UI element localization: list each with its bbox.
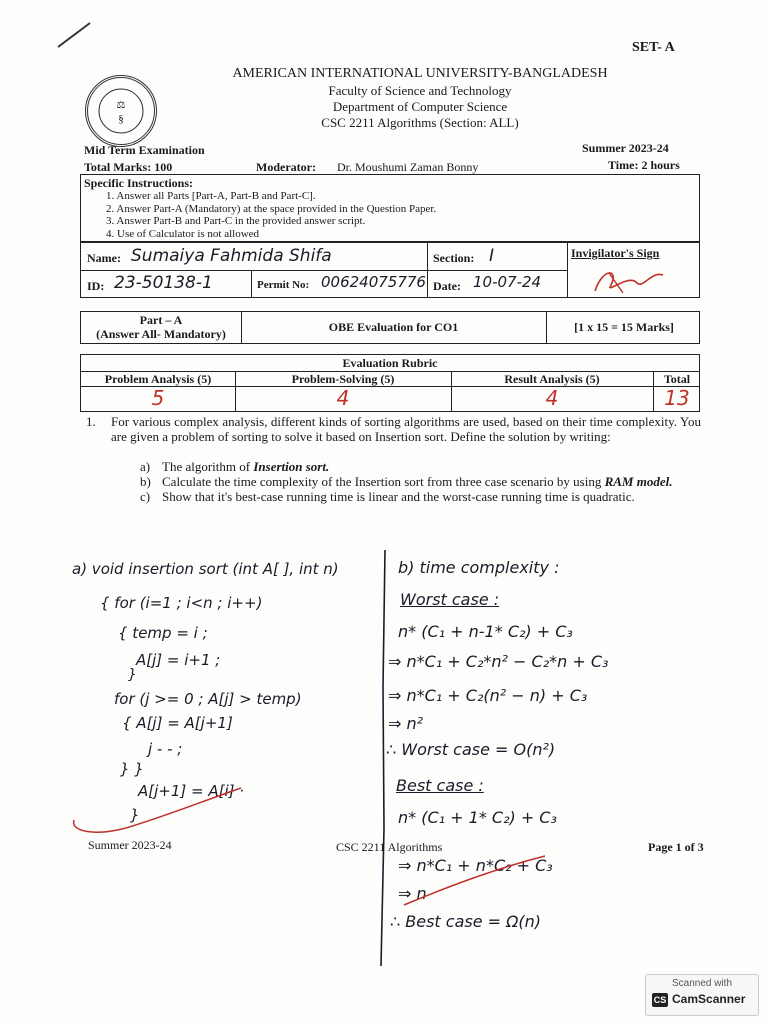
- answer-a-line: }: [130, 806, 140, 824]
- question-text: For various complex analysis, different kinds of sorting algorithms are used, based on their time complexity. You are given a problem of sorting to solve it based on Insertion sort. Define the solution by writing:: [111, 414, 701, 444]
- student-id: 23-50138-1: [114, 273, 213, 293]
- answer-b-line: ⇒ n*C₁ + n*C₂ + C₃: [398, 856, 553, 875]
- evaluation-rubric-table: [80, 354, 700, 412]
- answer-b-line: ⇒ n*C₁ + C₂*n² − C₂*n + C₃: [388, 652, 609, 671]
- answer-a-line: { for (i=1 ; i<n ; i++): [100, 594, 263, 612]
- moderator-name: Dr. Moushumi Zaman Bonny: [337, 160, 479, 174]
- answer-b-line: ∴ Best case = Ω(n): [390, 912, 541, 931]
- svg-text:⚖: ⚖: [116, 100, 126, 111]
- rubric-score: 13: [664, 386, 690, 410]
- student-section: I: [489, 246, 495, 266]
- rubric-score: 5: [151, 386, 165, 410]
- student-name: Sumaiya Fahmida Shifa: [131, 246, 332, 266]
- answer-a-line: }: [128, 667, 137, 683]
- camscanner-logo-icon: CS: [653, 995, 667, 1005]
- answer-b-line: ∴ Worst case = O(n²): [386, 740, 556, 759]
- answer-b-line: n* (C₁ + n-1* C₂) + C₃: [398, 622, 573, 641]
- rubric-header: Total: [663, 372, 691, 386]
- watermark-brand: CamScanner: [672, 992, 746, 1006]
- rubric-header: Problem Analysis (5): [104, 372, 212, 386]
- question-part: c) Show that it's best-case running time is linear and the worst-case running time is quadratic.: [140, 489, 635, 504]
- answer-b-line: Best case :: [396, 776, 484, 795]
- part-a-subtitle: (Answer All- Mandatory): [96, 327, 226, 341]
- university-name: AMERICAN INTERNATIONAL UNIVERSITY-BANGLADESH: [232, 66, 608, 81]
- obe-label: OBE Evaluation for CO1: [328, 320, 459, 334]
- answer-a-line: A[j] = i+1 ;: [136, 651, 221, 669]
- rubric-score: 4: [545, 386, 559, 410]
- exam-time: Time: 2 hours: [608, 158, 680, 172]
- part-a-marks: [1 x 15 = 15 Marks]: [574, 320, 674, 334]
- exam-title: Mid Term Examination: [84, 143, 205, 157]
- name-label: Name:: [87, 251, 121, 265]
- answer-a-line: { A[j] = A[j+1]: [122, 714, 233, 732]
- pen-stroke-mark: [55, 20, 95, 50]
- camscanner-watermark: [645, 974, 759, 1016]
- id-label: ID:: [87, 279, 105, 293]
- answer-b-line: n* (C₁ + 1* C₂) + C₃: [398, 808, 557, 827]
- part-a-box: [80, 311, 700, 344]
- answer-b-line: b) time complexity :: [398, 558, 560, 577]
- rubric-header: Problem-Solving (5): [291, 372, 395, 386]
- moderator-label: Moderator:: [256, 160, 316, 174]
- part-a-title: Part – A: [139, 313, 183, 327]
- rubric-score: 4: [336, 386, 350, 410]
- total-marks: Total Marks: 100: [84, 160, 173, 174]
- permit-number: 00624075776: [321, 273, 426, 291]
- exam-term: Summer 2023-24: [582, 141, 669, 155]
- footer-course: CSC 2211 Algorithms: [336, 840, 443, 854]
- grader-red-mark: [66, 770, 246, 840]
- svg-text:§: §: [118, 113, 124, 125]
- answer-a-line: j - - ;: [148, 740, 183, 758]
- exam-date: 10-07-24: [473, 273, 542, 291]
- answer-b-line: Worst case :: [400, 590, 500, 609]
- university-logo: [85, 75, 157, 147]
- answer-b-line: ⇒ n: [398, 884, 427, 903]
- course-title: CSC 2211 Algorithms (Section: ALL): [321, 115, 519, 130]
- permit-label: Permit No:: [257, 279, 310, 291]
- question-part: b) Calculate the time complexity of the Insertion sort from three case scenario by using RAM model.: [140, 474, 673, 489]
- answer-a-line: } }: [120, 760, 144, 778]
- rubric-title: Evaluation Rubric: [342, 356, 438, 370]
- question-parts: [140, 459, 700, 504]
- question-part: a) The algorithm of Insertion sort.: [140, 459, 330, 474]
- answer-b-line: ⇒ n*C₁ + C₂(n² − n) + C₃: [388, 686, 588, 705]
- faculty-name: Faculty of Science and Technology: [328, 83, 512, 98]
- instruction-item: 1. Answer all Parts [Part-A, Part-B and Part-C].: [106, 190, 316, 202]
- answer-a-line: A[j+1] = A[i] ·: [138, 782, 245, 800]
- answer-a-line: for (j >= 0 ; A[j] > temp): [114, 690, 302, 708]
- section-label: Section:: [433, 251, 475, 265]
- instructions-box: [80, 174, 700, 242]
- date-label: Date:: [433, 279, 461, 293]
- answer-a-line: a) void insertion sort (int A[ ], int n): [72, 560, 339, 578]
- question-number: 1.: [86, 414, 96, 429]
- instructions-title: Specific Instructions:: [84, 176, 193, 190]
- instruction-item: 3. Answer Part-B and Part-C in the provided answer script.: [106, 215, 366, 227]
- grader-red-mark: [400, 850, 550, 910]
- rubric-header: Result Analysis (5): [504, 372, 600, 386]
- answer-b-line: ⇒ n²: [388, 714, 424, 733]
- footer-page: Page 1 of 3: [648, 840, 704, 854]
- instruction-item: 2. Answer Part-A (Mandatory) at the space provided in the Question Paper.: [106, 202, 437, 215]
- set-label: SET- A: [632, 40, 675, 55]
- student-info-box: [80, 242, 700, 298]
- invigilator-label: Invigilator's Sign: [571, 246, 660, 260]
- instruction-item: 4. Use of Calculator is not allowed: [106, 227, 260, 240]
- department-name: Department of Computer Science: [332, 99, 508, 114]
- footer-term: Summer 2023-24: [88, 838, 172, 852]
- watermark-caption: Scanned with: [671, 978, 733, 989]
- answer-a-line: { temp = i ;: [118, 624, 208, 642]
- invigilator-signature: [589, 263, 669, 297]
